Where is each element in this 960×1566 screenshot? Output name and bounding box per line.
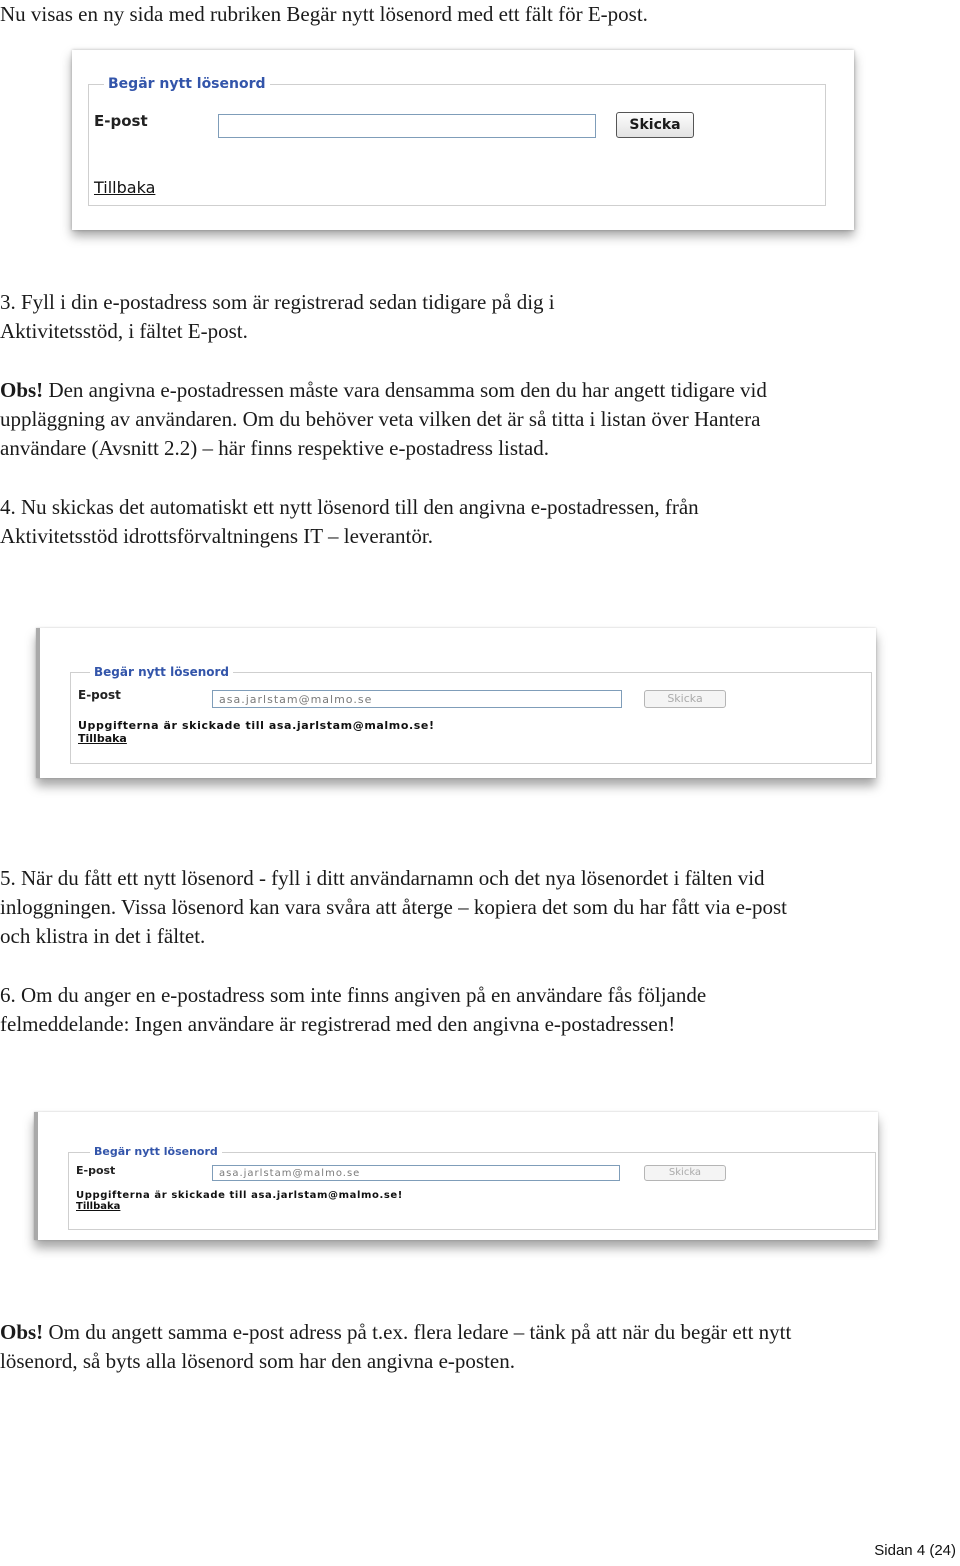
form-fieldset [88, 84, 826, 206]
form-legend: Begär nytt lösenord [90, 1145, 222, 1158]
step5-line1: 5. När du fått ett nytt lösenord - fyll i ditt användarnamn och det nya lösenordet i fälten vid [0, 866, 765, 890]
step6-line1: 6. Om du anger en e-postadress som inte finns angiven på en användare fås följande [0, 983, 707, 1007]
email-label: E-post [78, 688, 121, 702]
obs2-line2: lösenord, så byts alla lösenord som har den angivna e-posten. [0, 1349, 515, 1373]
step3-line2: Aktivitetsstöd, i fältet E-post. [0, 319, 248, 343]
screenshot-request-form [72, 50, 854, 230]
form-legend: Begär nytt lösenord [90, 665, 233, 679]
obs1-line1 [0, 376, 960, 405]
back-link[interactable]: Tillbaka [94, 178, 156, 197]
send-button[interactable]: Skicka [616, 112, 694, 138]
screenshot-sent-form [36, 628, 876, 778]
email-input[interactable] [212, 1165, 620, 1181]
obs1-line3: användare (Avsnitt 2.2) – här finns respektive e-postadress listad. [0, 436, 549, 460]
form-legend: Begär nytt lösenord [104, 76, 270, 92]
email-label: E-post [94, 112, 148, 130]
email-input[interactable] [212, 690, 622, 708]
obs1-label: Obs! [0, 378, 44, 402]
email-label: E-post [76, 1164, 116, 1177]
step5-line2: inloggningen. Vissa lösenord kan vara svåra att återge – kopiera det som du har fått via e-post [0, 895, 787, 919]
step4-line1: 4. Nu skickas det automatiskt ett nytt lösenord till den angivna e-postadressen, från [0, 495, 699, 519]
intro-text: Nu visas en ny sida med rubriken Begär nytt lösenord med ett fält för E-post. [0, 2, 648, 26]
send-button[interactable]: Skicka [644, 1165, 726, 1181]
step6-line2: felmeddelande: Ingen användare är registrerad med den angivna e-postadressen! [0, 1012, 676, 1036]
form-fieldset [70, 672, 872, 764]
back-link[interactable]: Tillbaka [78, 732, 127, 745]
step5-line3: och klistra in det i fältet. [0, 924, 206, 948]
obs2-line1 [0, 1318, 960, 1347]
screenshot-error-form [34, 1112, 878, 1240]
step3-line1: 3. Fyll i din e-postadress som är registrerad sedan tidigare på dig i [0, 290, 555, 314]
step4-line2: Aktivitetsstöd idrottsförvaltningens IT – leverantör. [0, 524, 433, 548]
obs1-line2: uppläggning av användaren. Om du behöver veta vilken det är så titta i listan över Hantera [0, 407, 761, 431]
page-number: Sidan 4 (24) [874, 1542, 956, 1559]
send-button[interactable]: Skicka [644, 690, 726, 708]
sent-message: Uppgifterna är skickade till asa.jarlstam@malmo.se! [78, 719, 435, 732]
obs2-label: Obs! [0, 1320, 44, 1344]
email-input[interactable] [218, 114, 596, 138]
sent-message: Uppgifterna är skickade till asa.jarlstam@malmo.se! [76, 1190, 403, 1201]
obs1-text: Den angivna e-postadressen måste vara densamma som den du har angett tidigare vid [43, 378, 767, 402]
back-link[interactable]: Tillbaka [76, 1201, 121, 1212]
obs2-text: Om du angett samma e-post adress på t.ex. flera ledare – tänk på att när du begär ett nytt [43, 1320, 792, 1344]
